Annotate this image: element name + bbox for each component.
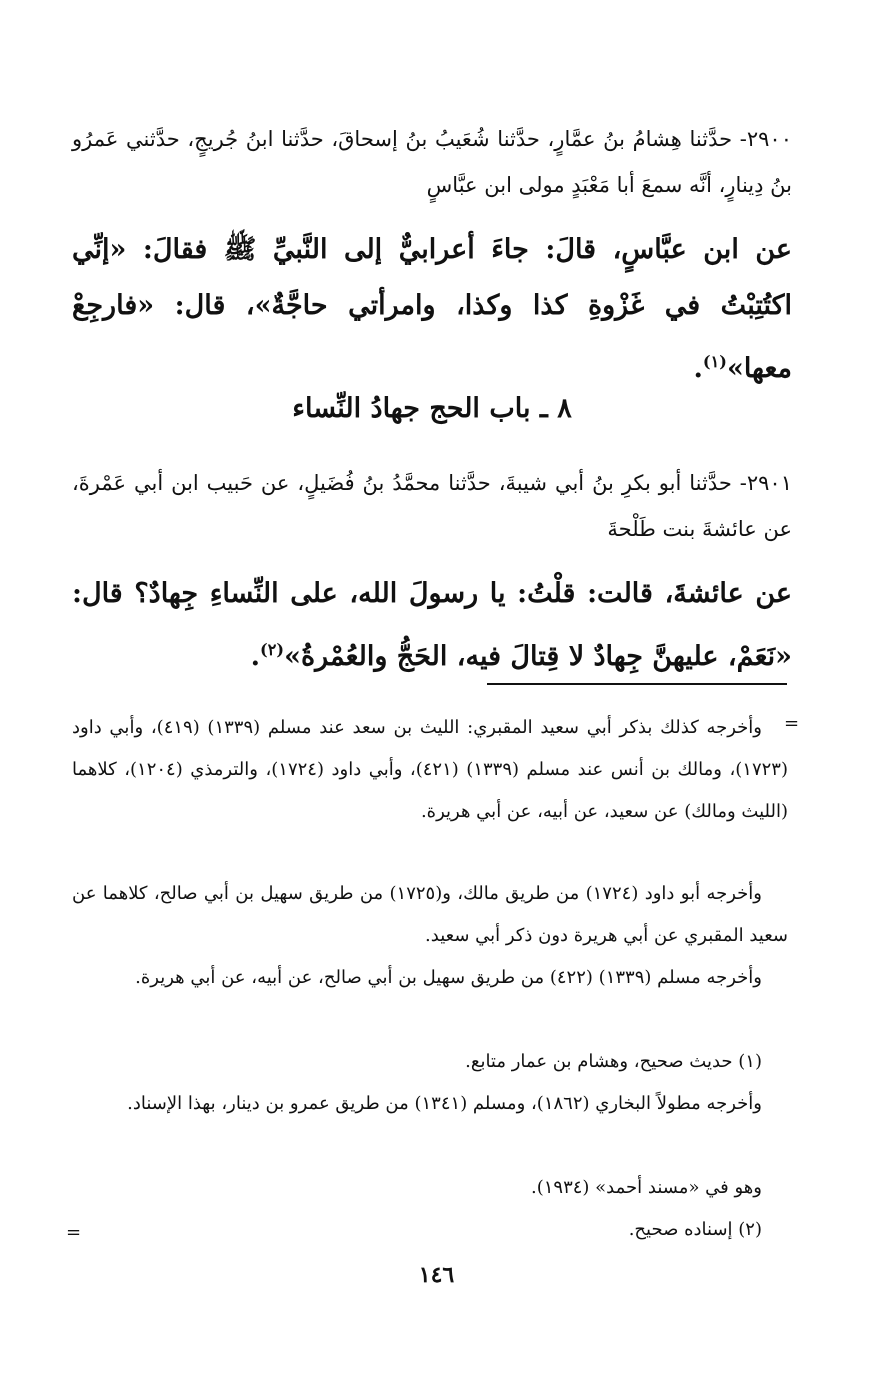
footnote-1: (١) حديث صحيح، وهشام بن عمار متابع. [465, 1051, 762, 1072]
hadith-2900-matn: عن ابن عبَّاسٍ، قالَ: جاءَ أعرابيٌّ إلى النَّبيِّ ﷺ فقالَ: «إنِّي اكتُتِبْتُ في غَزْوةِ كذا وكذا، وامرأتي حاجَّةٌ»، قال: «فارجِعْ معها»$^{(١)}$. [72, 234, 792, 384]
hadith-2900-matn-text: عن ابن عبَّاسٍ، قالَ: جاءَ أعرابيٌّ إلى النَّبيِّ ﷺ فقالَ: «إنِّي اكتُتِبْتُ في غَزْوةِ كذا وكذا، وامرأتي حاجَّةٌ»، قال: «فارجِعْ معها» [72, 234, 792, 384]
hadith-2901-matn-text: عن عائشةَ، قالت: قلْتُ: يا رسولَ الله، على النِّساءِ جِهادٌ؟ قال: «نَعَمْ، عليهنَّ جِهادٌ لا قِتالَ فيه، الحَجُّ والعُمْرةُ» [72, 578, 792, 672]
footnote-ref-2: (٢) [260, 640, 285, 659]
hadith-2900-isnad: ٢٩٠٠- حدَّثنا هِشامُ بنُ عمَّارٍ، حدَّثنا شُعَيبُ بنُ إسحاقَ، حدَّثنا ابنُ جُريجٍ، حدَّثني عَمرُو بنُ دِينارٍ، أنَّه سمعَ أبا مَعْبَدٍ مولى ابن عبَّاسٍ [72, 127, 792, 197]
footnote-continuation-mark: = [784, 713, 800, 734]
footnote-end-mark: = [66, 1222, 82, 1243]
footnote-paragraph-5: وأخرجه مطولاً البخاري (١٨٦٢)، ومسلم (١٣٤١) من طريق عمرو بن دينار، بهذا الإسناد. [127, 1093, 762, 1114]
footnote-paragraph-2: وأخرجه أبو داود (١٧٢٤) من طريق مالك، و(١٧٢٥) من طريق سهيل بن أبي صالح، كلاهما عن سعيد المقبري عن أبي هريرة دون ذكر أبي سعيد. [72, 883, 788, 946]
footnote-ref-1: (١) [702, 352, 727, 371]
footnote-paragraph-3: وأخرجه مسلم (١٣٣٩) (٤٢٢) من طريق سهيل بن أبي صالح، عن أبيه، عن أبي هريرة. [135, 967, 762, 988]
footnote-paragraph-6: وهو في «مسند أحمد» (١٩٣٤). [530, 1177, 762, 1198]
footnote-paragraph-1: وأخرجه كذلك بذكر أبي سعيد المقبري: الليث بن سعد عند مسلم (١٣٣٩) (٤١٩)، وأبي داود (١٧٢٣)، ومالك بن أنس عند مسلم (١٣٣٩) (٤٢١)، وأبي داود (١٧٢٤)، والترمذي (١٢٠٤)، كلاهما (الليث ومالك) عن سعيد، عن أبيه، عن أبي هريرة. [72, 717, 788, 822]
footnote-divider [487, 683, 787, 685]
chapter-title: ٨ ـ باب الحج جهادُ النِّساء [292, 393, 572, 424]
hadith-2901-matn: عن عائشةَ، قالت: قلْتُ: يا رسولَ الله، على النِّساءِ جِهادٌ؟ قال: «نَعَمْ، عليهنَّ جِهادٌ لا قِتالَ فيه، الحَجُّ والعُمْرةُ»$^{(٢)}$. [72, 578, 792, 672]
page-number: ١٤٦ [418, 1262, 455, 1288]
hadith-2901-isnad: ٢٩٠١- حدَّثنا أبو بكرِ بنُ أبي شيبةَ، حدَّثنا محمَّدُ بنُ فُضَيلٍ، عن حَبيب ابن أبي عَمْرةَ، عن عائشةَ بنت طَلْحةَ [72, 471, 792, 541]
footnote-2: (٢) إسناده صحيح. [628, 1219, 762, 1240]
